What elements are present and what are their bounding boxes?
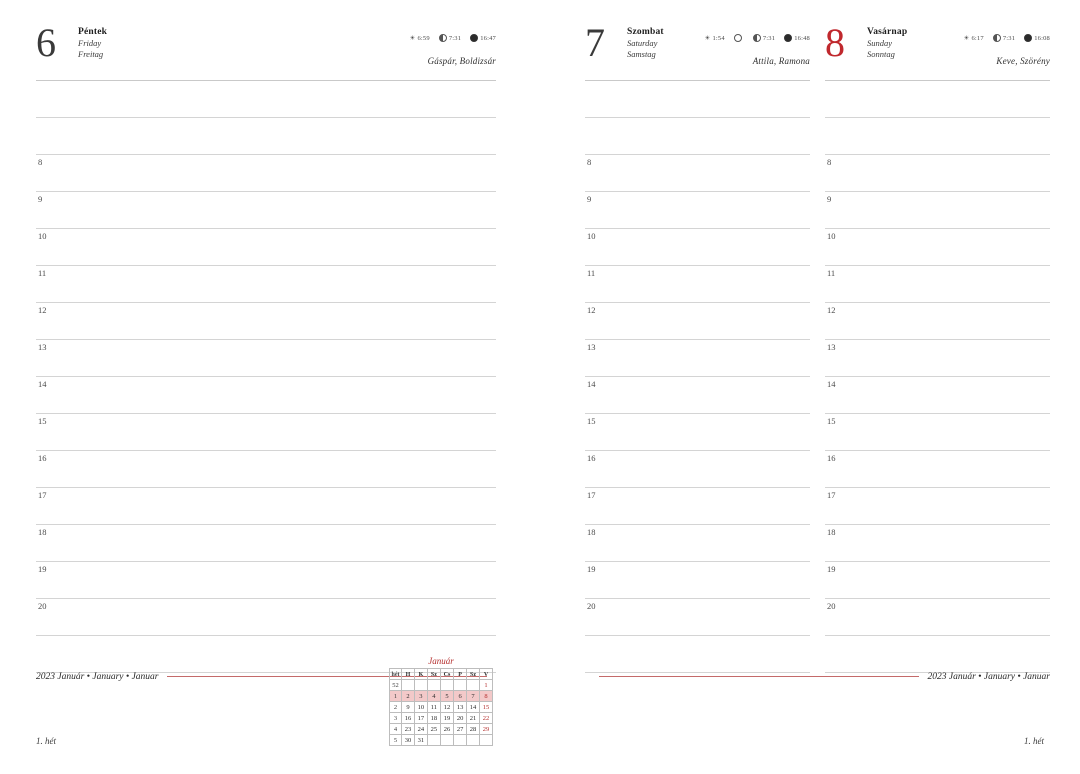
mc-day[interactable]: 27 — [454, 724, 467, 735]
moon-half-icon — [753, 34, 761, 42]
mini-calendar-week-row[interactable] — [390, 702, 493, 713]
moon-full-time: 16:08 — [1034, 34, 1050, 42]
table-row[interactable] — [825, 636, 1050, 673]
mc-week-number: 52 — [390, 680, 402, 691]
table-row[interactable] — [585, 340, 810, 377]
mc-day[interactable]: 13 — [454, 702, 467, 713]
sunrise-info — [409, 34, 429, 42]
mc-day — [467, 735, 480, 746]
table-row[interactable] — [585, 192, 810, 229]
mini-calendar — [389, 656, 493, 746]
table-row[interactable] — [825, 340, 1050, 377]
table-row[interactable] — [36, 229, 496, 266]
mini-calendar-header-row — [390, 669, 493, 680]
moon-full-time: 16:48 — [794, 34, 810, 42]
table-row[interactable] — [36, 266, 496, 303]
hour-label: 9 — [827, 194, 832, 204]
page-number-left: 1. hét — [36, 736, 56, 746]
mc-day[interactable]: 29 — [480, 724, 493, 735]
mc-day[interactable]: 19 — [440, 713, 453, 724]
day-name-hu: Péntek — [78, 27, 108, 37]
table-row[interactable] — [36, 377, 496, 414]
day-column-friday — [36, 20, 496, 673]
table-row[interactable] — [36, 562, 496, 599]
mc-day[interactable]: 30 — [402, 735, 415, 746]
mc-day[interactable]: 24 — [414, 724, 427, 735]
table-row[interactable] — [36, 414, 496, 451]
mini-calendar-week-row[interactable] — [390, 680, 493, 691]
mc-head-sat: Sz — [467, 669, 480, 680]
table-row[interactable] — [36, 155, 496, 192]
nameday-text: Keve, Szörény — [996, 56, 1050, 66]
sunrise-icon: ☀ — [704, 35, 711, 42]
mc-week-number: 5 — [390, 735, 402, 746]
moon-half-info — [753, 34, 775, 42]
day-name-de: Sonntag — [867, 49, 895, 59]
moon-half-time: 7:31 — [448, 34, 462, 42]
mc-week-number: 1 — [390, 691, 402, 702]
sunrise-time: 6:17 — [971, 34, 984, 42]
nameday-text: Attila, Ramona — [752, 56, 810, 66]
mc-day[interactable]: 22 — [480, 713, 493, 724]
day-name-hu: Vasárnap — [867, 27, 908, 37]
sunrise-time: 6:59 — [417, 34, 430, 42]
mc-day[interactable]: 6 — [454, 691, 467, 702]
moon-open-icon — [734, 34, 742, 42]
mc-day — [440, 735, 453, 746]
mc-head-mon: H — [402, 669, 415, 680]
moon-half-time: 7:31 — [1002, 34, 1016, 42]
mc-week-number: 4 — [390, 724, 402, 735]
sun-moon-info — [963, 34, 1050, 42]
mini-calendar-title: Január — [428, 656, 454, 666]
hour-label: 12 — [38, 305, 47, 315]
mc-day[interactable] — [440, 680, 453, 691]
mc-day[interactable]: 14 — [467, 702, 480, 713]
hour-label: 9 — [587, 194, 592, 204]
mc-day — [427, 735, 440, 746]
mc-day[interactable]: 28 — [467, 724, 480, 735]
mini-calendar-week-row[interactable] — [390, 735, 493, 746]
day-header — [825, 20, 1050, 78]
moon-half-icon — [439, 34, 447, 42]
table-row[interactable] — [825, 192, 1050, 229]
moon-half-time: 7:31 — [762, 34, 776, 42]
moon-full-time: 16:47 — [480, 34, 496, 42]
hour-rows — [825, 81, 1050, 673]
hour-label: 16 — [38, 453, 47, 463]
footer-rule — [599, 676, 919, 677]
table-row[interactable] — [585, 562, 810, 599]
sunrise-time: 1:54 — [712, 34, 725, 42]
day-header — [585, 20, 810, 78]
mc-day[interactable]: 15 — [480, 702, 493, 713]
table-row[interactable] — [585, 636, 810, 673]
mc-day[interactable]: 31 — [414, 735, 427, 746]
mc-day[interactable]: 21 — [467, 713, 480, 724]
table-row[interactable] — [825, 303, 1050, 340]
table-row[interactable] — [36, 81, 496, 118]
table-row[interactable] — [585, 525, 810, 562]
mc-day[interactable] — [467, 680, 480, 691]
mc-day[interactable] — [427, 680, 440, 691]
table-row[interactable] — [825, 377, 1050, 414]
page-number-right: 1. hét — [1024, 736, 1044, 746]
sunrise-info — [704, 34, 724, 42]
moon-half-info — [439, 34, 461, 42]
table-row[interactable] — [825, 451, 1050, 488]
sunrise-info — [963, 34, 983, 42]
day-name-en: Saturday — [627, 38, 658, 48]
mc-head-fri: P — [454, 669, 467, 680]
day-names — [627, 24, 664, 60]
hour-label: 10 — [587, 231, 596, 241]
table-row[interactable] — [36, 451, 496, 488]
hour-label: 18 — [38, 527, 47, 537]
hour-label: 11 — [827, 268, 836, 278]
table-row[interactable] — [825, 488, 1050, 525]
hour-label: 8 — [38, 157, 43, 167]
hour-label: 12 — [587, 305, 596, 315]
mc-day[interactable]: 23 — [402, 724, 415, 735]
sunrise-icon: ☀ — [963, 35, 970, 42]
table-row[interactable] — [585, 118, 810, 155]
mc-head-wed: Sz — [427, 669, 440, 680]
day-name-hu: Szombat — [627, 27, 664, 37]
mc-day — [480, 735, 493, 746]
mc-head-tue: K — [414, 669, 427, 680]
hour-label: 10 — [38, 231, 47, 241]
hour-label: 18 — [827, 527, 836, 537]
day-header — [36, 20, 496, 78]
table-row[interactable] — [825, 155, 1050, 192]
hour-label: 19 — [38, 564, 47, 574]
hour-label: 9 — [38, 194, 43, 204]
table-row[interactable] — [585, 81, 810, 118]
table-row[interactable] — [585, 155, 810, 192]
mc-day[interactable]: 4 — [427, 691, 440, 702]
hour-label: 19 — [587, 564, 596, 574]
mc-day[interactable]: 16 — [402, 713, 415, 724]
moon-full-icon — [470, 34, 478, 42]
mc-day[interactable]: 7 — [467, 691, 480, 702]
mc-day[interactable] — [414, 680, 427, 691]
hour-label: 11 — [38, 268, 47, 278]
table-row[interactable] — [585, 377, 810, 414]
table-row[interactable] — [36, 192, 496, 229]
sun-moon-info — [704, 34, 810, 42]
table-row[interactable] — [585, 266, 810, 303]
table-row[interactable] — [36, 599, 496, 636]
hour-label: 12 — [827, 305, 836, 315]
month-footer-right — [585, 672, 1050, 682]
table-row[interactable] — [585, 303, 810, 340]
month-footer-label: 2023 Január • January • Januar — [927, 672, 1050, 682]
table-row[interactable] — [36, 303, 496, 340]
moon-half-info — [993, 34, 1015, 42]
mini-calendar-week-row-current[interactable] — [390, 691, 493, 702]
table-row[interactable] — [585, 599, 810, 636]
table-row[interactable] — [825, 599, 1050, 636]
table-row[interactable] — [825, 525, 1050, 562]
hour-label: 10 — [827, 231, 836, 241]
hour-rows — [585, 81, 810, 673]
moon-full-icon — [784, 34, 792, 42]
mc-day[interactable]: 26 — [440, 724, 453, 735]
hour-label: 17 — [38, 490, 47, 500]
mc-day[interactable]: 3 — [414, 691, 427, 702]
mc-day[interactable]: 25 — [427, 724, 440, 735]
hour-label: 17 — [827, 490, 836, 500]
mc-day[interactable]: 5 — [440, 691, 453, 702]
moon-full-info — [1024, 34, 1050, 42]
mc-day[interactable]: 11 — [427, 702, 440, 713]
day-name-de: Samstag — [627, 49, 656, 59]
mini-calendar-table — [389, 668, 493, 746]
mc-day[interactable]: 1 — [480, 680, 493, 691]
hour-label: 20 — [587, 601, 596, 611]
moon-full-info — [470, 34, 496, 42]
nameday-text: Gáspár, Boldizsár — [427, 56, 496, 66]
mc-day — [454, 735, 467, 746]
moon-full-icon — [1024, 34, 1032, 42]
month-footer-label: 2023 Január • January • Januar — [36, 672, 159, 682]
right-page — [540, 0, 1080, 774]
mc-day[interactable]: 18 — [427, 713, 440, 724]
hour-label: 8 — [587, 157, 592, 167]
mini-calendar-week-row[interactable] — [390, 713, 493, 724]
hour-label: 15 — [587, 416, 596, 426]
table-row[interactable] — [825, 266, 1050, 303]
sun-moon-info — [409, 34, 496, 42]
table-row[interactable] — [36, 525, 496, 562]
mini-calendar-week-row[interactable] — [390, 724, 493, 735]
moon-full-info — [784, 34, 810, 42]
mc-week-number: 2 — [390, 702, 402, 713]
table-row[interactable] — [825, 81, 1050, 118]
mc-day[interactable]: 10 — [414, 702, 427, 713]
mc-week-number: 3 — [390, 713, 402, 724]
mc-day[interactable]: 2 — [402, 691, 415, 702]
day-column-sunday — [825, 20, 1050, 673]
moon-half-icon — [993, 34, 1001, 42]
hour-label: 15 — [38, 416, 47, 426]
table-row[interactable] — [825, 414, 1050, 451]
day-names — [78, 24, 107, 60]
table-row[interactable] — [36, 340, 496, 377]
hour-label: 11 — [587, 268, 596, 278]
hour-label: 13 — [587, 342, 596, 352]
mc-day[interactable]: 8 — [480, 691, 493, 702]
mc-head-thu: Cs — [440, 669, 453, 680]
hour-label: 14 — [827, 379, 836, 389]
mc-day[interactable] — [402, 680, 415, 691]
table-row[interactable] — [825, 229, 1050, 266]
mc-head-week: hét — [390, 669, 402, 680]
mc-head-sun: V — [480, 669, 493, 680]
hour-label: 14 — [587, 379, 596, 389]
table-row[interactable] — [825, 118, 1050, 155]
mc-day[interactable]: 12 — [440, 702, 453, 713]
day-number: 6 — [36, 20, 56, 65]
hour-label: 18 — [587, 527, 596, 537]
day-number: 8 — [825, 20, 845, 65]
hour-label: 20 — [38, 601, 47, 611]
table-row[interactable] — [825, 562, 1050, 599]
hour-label: 20 — [827, 601, 836, 611]
mc-day[interactable]: 20 — [454, 713, 467, 724]
day-name-de: Freitag — [78, 49, 104, 59]
mc-day[interactable]: 9 — [402, 702, 415, 713]
hour-label: 16 — [587, 453, 596, 463]
hour-label: 8 — [827, 157, 832, 167]
moon-open-info — [734, 34, 744, 42]
hour-label: 13 — [38, 342, 47, 352]
sunrise-icon: ☀ — [409, 35, 416, 42]
hour-rows — [36, 81, 496, 673]
day-name-en: Friday — [78, 38, 102, 48]
hour-label: 13 — [827, 342, 836, 352]
hour-label: 14 — [38, 379, 47, 389]
mc-day[interactable]: 17 — [414, 713, 427, 724]
table-row[interactable] — [36, 488, 496, 525]
hour-label: 19 — [827, 564, 836, 574]
table-row[interactable] — [585, 229, 810, 266]
hour-label: 15 — [827, 416, 836, 426]
hour-label: 17 — [587, 490, 596, 500]
day-number: 7 — [585, 20, 605, 65]
table-row[interactable] — [36, 118, 496, 155]
hour-label: 16 — [827, 453, 836, 463]
mc-day[interactable] — [454, 680, 467, 691]
table-row[interactable] — [585, 488, 810, 525]
day-column-saturday — [585, 20, 810, 673]
day-names — [867, 24, 907, 60]
day-name-en: Sunday — [867, 38, 893, 48]
table-row[interactable] — [585, 451, 810, 488]
table-row[interactable] — [585, 414, 810, 451]
